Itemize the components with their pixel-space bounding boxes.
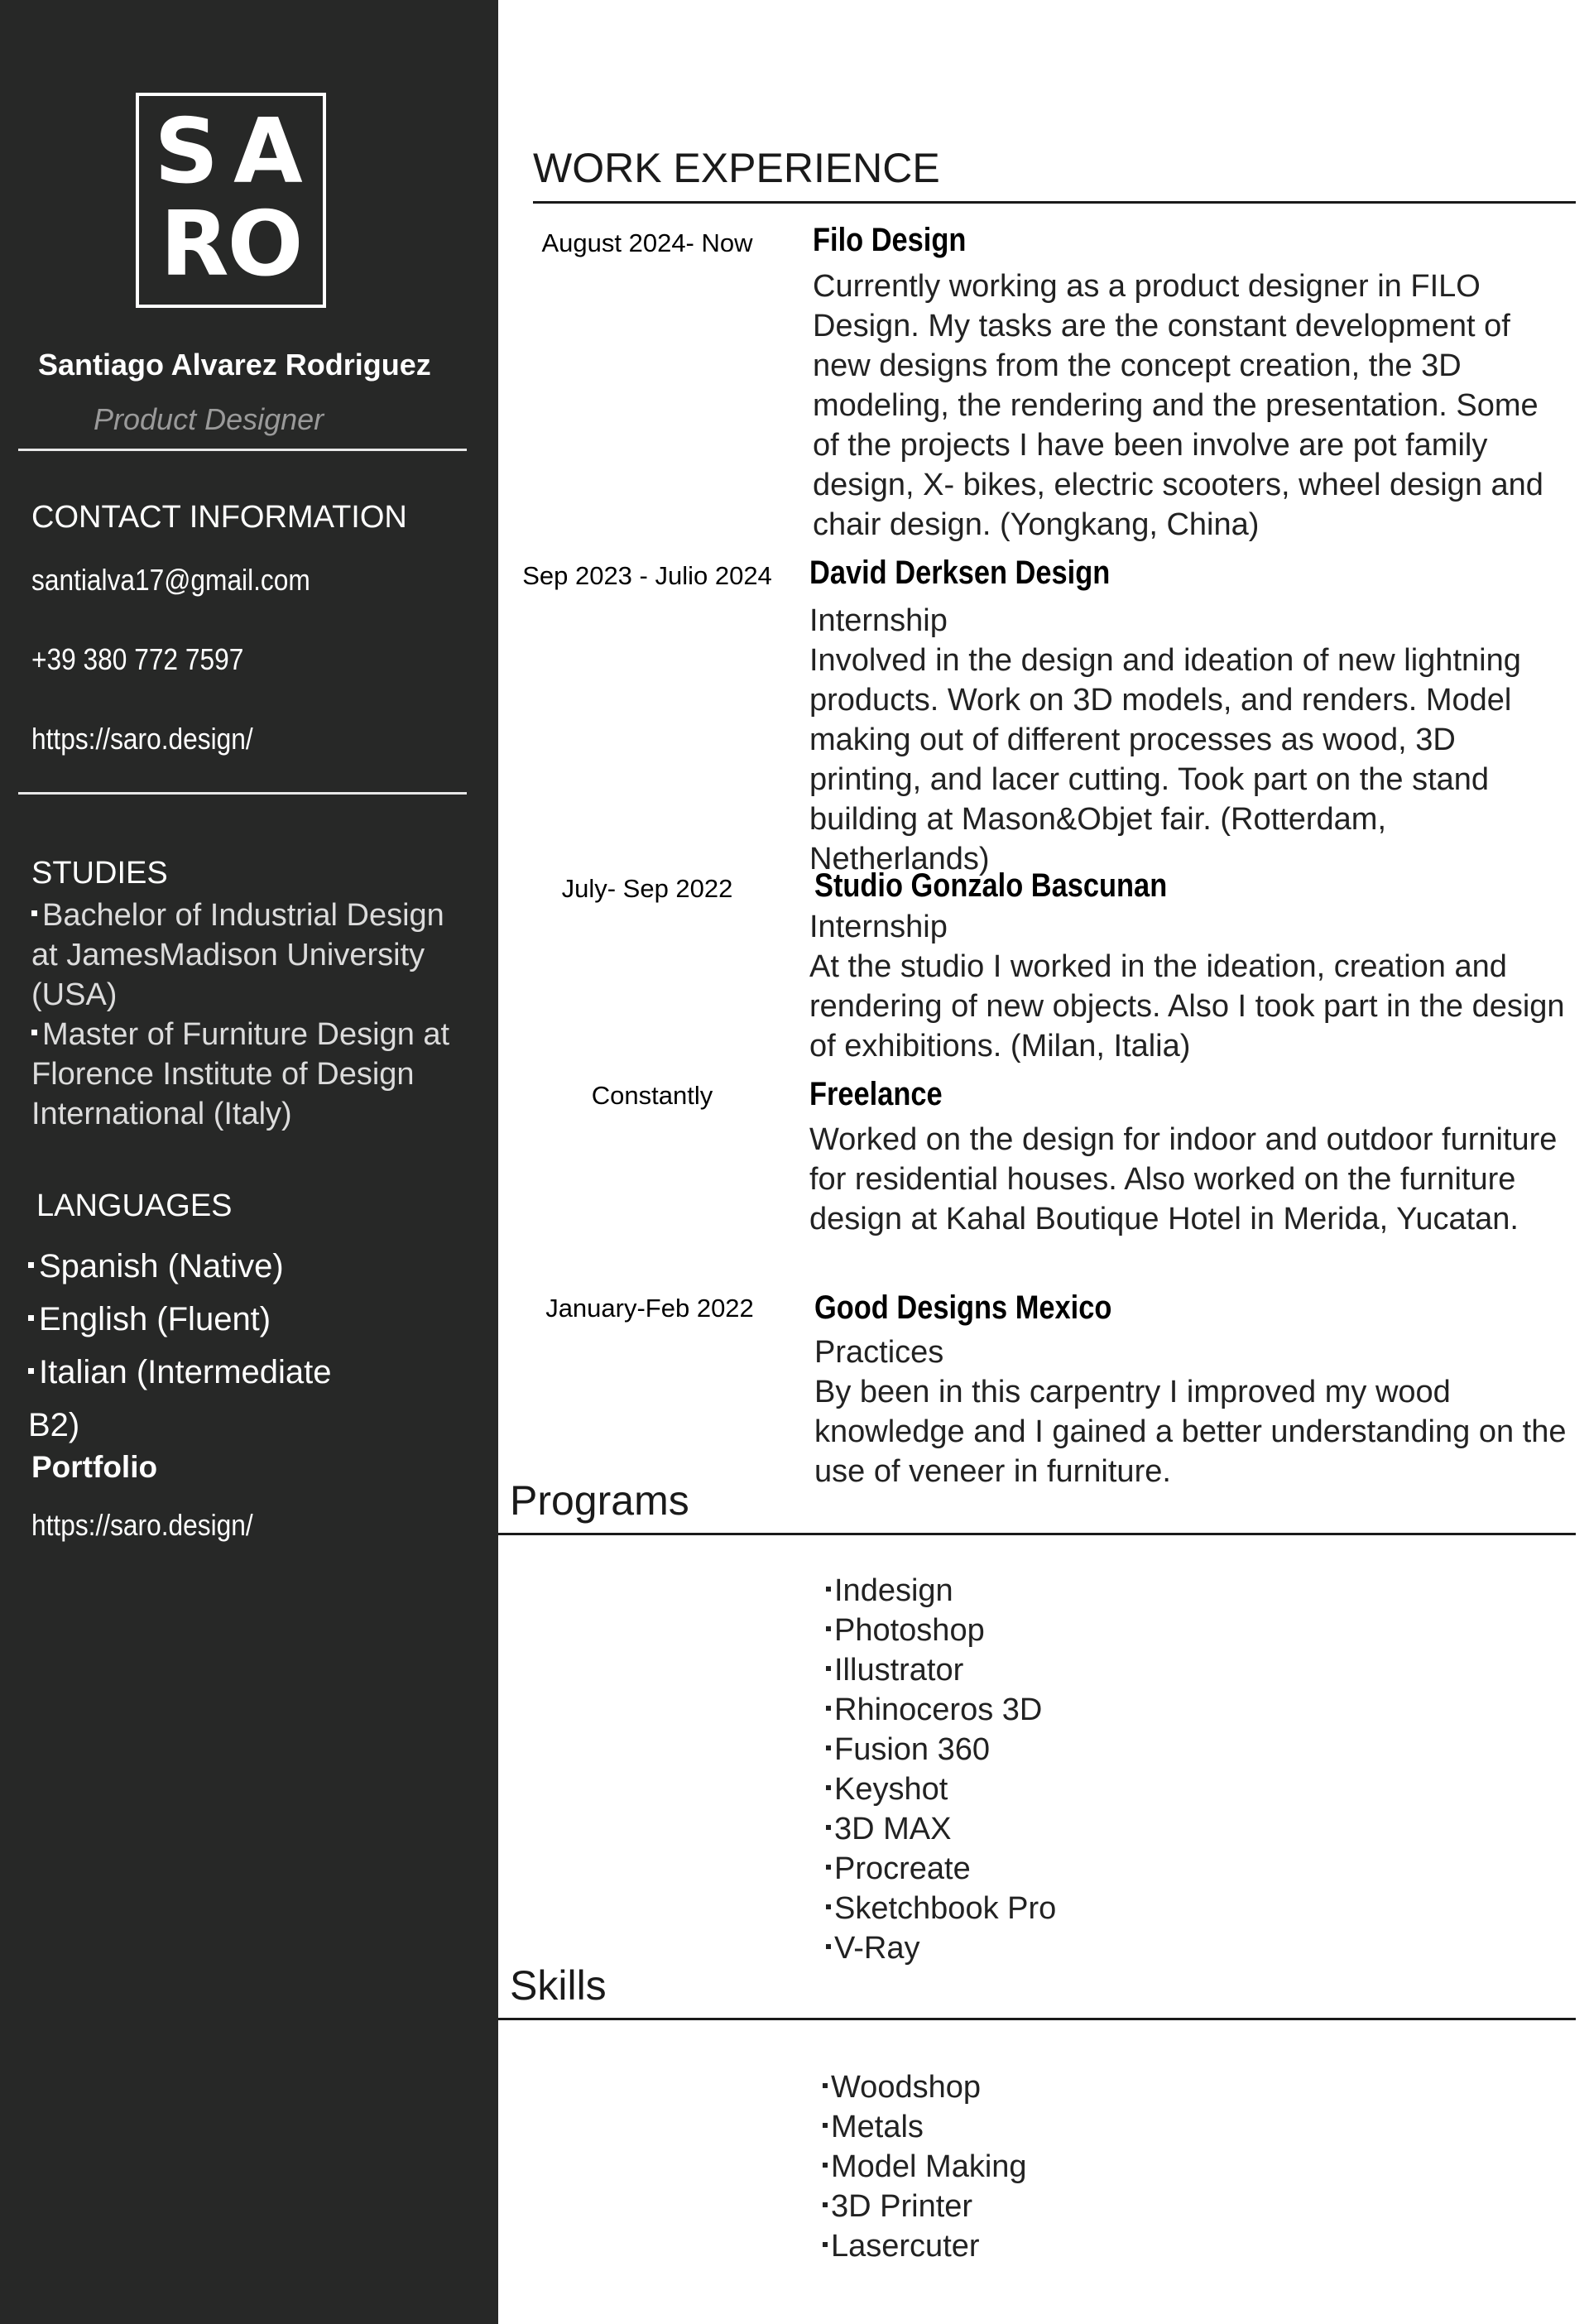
bullet-icon [826,1944,831,1949]
bullet-icon [826,1666,831,1671]
bullet-icon [31,910,37,916]
job-role: Internship [809,910,948,944]
bullet-icon [823,2242,828,2247]
divider [498,1533,1576,1535]
divider [18,792,467,795]
list-item: Indesign [826,1571,1056,1611]
bullet-icon [826,1904,831,1909]
bullet-icon [826,1785,831,1790]
list-item: Model Making [823,2147,1027,2187]
bullet-icon [823,2083,828,2088]
list-item: English (Fluent) [28,1293,458,1346]
job-company: Good Designs Mexico [814,1289,1112,1326]
sidebar [0,0,498,2324]
person-role: Product Designer [94,402,324,436]
bullet-icon [826,1706,831,1711]
list-item: Metals [823,2107,1027,2147]
bullet-icon [31,1030,37,1035]
studies-heading: STUDIES [31,856,168,891]
portfolio-heading: Portfolio [31,1450,158,1484]
job-date: August 2024- Now [541,228,753,257]
languages-list [28,1240,458,1452]
job-body [809,601,1571,879]
bullet-icon [826,1626,831,1631]
divider [498,2018,1576,2020]
work-experience-heading: WORK EXPERIENCE [533,145,940,191]
website-link[interactable]: https://saro.design/ [31,722,253,756]
logo-line-1: SA [154,100,318,204]
job-role: Internship [809,603,948,638]
job-description: Involved in the design and ideation of new lightning products. Work on 3D models, and renders. Model making out of different processes as wood, 3D printing, and lacer cutting. Took part on the stand building at Mason&Objet fair. (Rotterdam, Netherlands) [809,643,1521,876]
list-item: Keyshot [826,1769,1056,1809]
job-date: January-Feb 2022 [545,1294,754,1323]
list-item: Woodshop [823,2067,1027,2107]
bullet-icon [826,1745,831,1750]
contact-heading: CONTACT INFORMATION [31,500,407,535]
job-description: Worked on the design for indoor and outdoor furniture for residential houses. Also worked on the furniture design at Kahal Boutique Hotel in Merida, Yucatan. [809,1122,1558,1236]
logo-line-2: RO [160,193,302,296]
list-item: Master of Furniture Design at Florence Institute of Design International (Italy) [31,1017,450,1131]
bullet-icon [826,1865,831,1870]
email-link[interactable]: santialva17@gmail.com [31,563,310,597]
divider [18,449,467,451]
studies-list [31,896,462,1134]
list-item: Rhinoceros 3D [826,1690,1056,1730]
list-item: Fusion 360 [826,1730,1056,1769]
list-item: 3D Printer [823,2187,1027,2226]
list-item: V-Ray [826,1928,1056,1968]
list-item: Photoshop [826,1611,1056,1650]
bullet-icon [28,1315,34,1321]
programs-heading: Programs [510,1477,689,1524]
job-company: Freelance [809,1076,943,1112]
skills-list [823,2067,1027,2266]
programs-list [826,1571,1056,1968]
person-name: Santiago Alvarez Rodriguez [38,348,431,382]
bullet-icon [823,2163,828,2168]
job-description: Currently working as a product designer in FILO Design. My tasks are the constant development of new designs from the concept creation, the 3D modeling, the rendering and the presentation. Some of the projects I have been involve are pot family design, X- bikes, electric scooters, wheel design and chair design. (Yongkang, China) [813,269,1543,542]
saro-logo [136,93,326,308]
list-item: Sketchbook Pro [826,1889,1056,1928]
bullet-icon [823,2202,828,2207]
bullet-icon [28,1368,34,1374]
portfolio-link[interactable]: https://saro.design/ [31,1508,253,1542]
job-company: David Derksen Design [809,555,1111,591]
list-item: Bachelor of Industrial Design at JamesMadison University (USA) [31,898,444,1012]
list-item: Italian (Intermediate B2) [28,1354,332,1443]
languages-heading: LANGUAGES [36,1188,233,1223]
list-item: Procreate [826,1849,1056,1889]
job-date: July- Sep 2022 [561,874,733,903]
list-item: Illustrator [826,1650,1056,1690]
divider [533,201,1576,204]
list-item: Lasercuter [823,2226,1027,2266]
bullet-icon [826,1825,831,1830]
job-description: At the studio I worked in the ideation, creation and rendering of new objects. Also I took part in the design of exhibitions. (Milan, Italia) [809,949,1565,1064]
list-item: Spanish (Native) [28,1240,458,1293]
job-body [809,907,1571,1066]
skills-heading: Skills [510,1962,607,2009]
job-role: Practices [814,1335,944,1370]
job-company: Studio Gonzalo Bascunan [814,867,1168,904]
list-item: 3D MAX [826,1809,1056,1849]
bullet-icon [826,1587,831,1592]
job-description: By been in this carpentry I improved my wood knowledge and I gained a better understanding on the use of veneer in furniture. [814,1375,1567,1489]
bullet-icon [28,1262,34,1268]
job-body [814,1332,1576,1491]
job-date: Sep 2023 - Julio 2024 [522,561,772,590]
bullet-icon [823,2123,828,2128]
job-company: Filo Design [813,222,967,258]
phone-number[interactable]: +39 380 772 7597 [31,642,244,676]
job-date: Constantly [591,1081,713,1110]
